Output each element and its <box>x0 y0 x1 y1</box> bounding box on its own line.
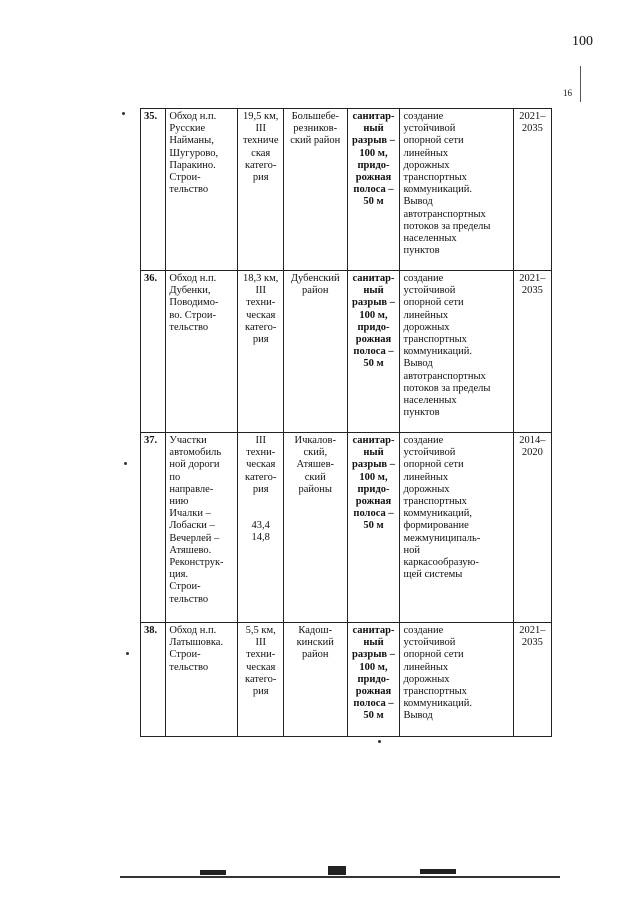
purpose-line: коммуникаций. <box>403 346 472 358</box>
district-line: кинский <box>296 637 334 649</box>
district-line: Большебе- <box>291 111 339 122</box>
purpose-line: опорной сети <box>403 135 464 147</box>
scan-artifact <box>328 866 346 875</box>
object-name-line: Вечерлей – <box>169 532 220 544</box>
object-name-line: направле- <box>169 483 214 495</box>
purpose-line: коммуникаций. <box>403 184 472 196</box>
length-category-line: 18,3 км, <box>243 273 279 284</box>
district-line: ский <box>304 471 326 483</box>
implementation-term-line: 2021– <box>519 273 546 284</box>
purpose-line: автотранспортных <box>403 370 486 382</box>
district <box>283 109 347 271</box>
district-line: районы <box>298 483 332 495</box>
spacer <box>241 496 280 520</box>
protection-zone-line: санитар- <box>352 273 395 284</box>
footer-line <box>120 876 560 878</box>
purpose-line: потоков за пределы <box>403 220 491 232</box>
length-category-line: ческая <box>246 459 276 471</box>
purpose-line: населенных <box>403 395 457 407</box>
implementation-term-line: 2021– <box>519 111 546 122</box>
purpose <box>400 433 513 623</box>
purpose-line: создание <box>403 273 444 284</box>
object-name <box>166 623 238 737</box>
purpose-line: формирование <box>403 520 469 532</box>
protection-zone <box>347 623 400 737</box>
purpose-line: устойчивой <box>403 285 456 297</box>
protection-zone-line: ный <box>363 447 384 459</box>
purpose-line: опорной сети <box>403 649 464 661</box>
row-number <box>141 623 166 737</box>
object-name-line: автомобиль <box>169 447 222 459</box>
protection-zone-line: придо- <box>357 673 390 685</box>
length-category-line: рия <box>252 686 269 698</box>
purpose-line: устойчивой <box>403 123 456 135</box>
object-name-line: Обход н.п. <box>169 273 217 284</box>
length-category-line: катего- <box>245 471 277 483</box>
protection-zone-line: 100 м, <box>359 661 388 673</box>
protection-zone-line: 50 м <box>363 358 384 370</box>
purpose-line: ной <box>403 544 420 556</box>
scan-speck <box>126 652 129 655</box>
object-name-line: по <box>169 471 181 483</box>
object-name-line: тельство <box>169 661 209 673</box>
object-name-line: Строи- <box>169 649 201 661</box>
implementation-term <box>513 623 551 737</box>
protection-zone-line: 50 м <box>363 520 384 532</box>
protection-zone-line: разрыв – <box>352 459 395 471</box>
purpose-line: потоков за пределы <box>403 382 491 394</box>
purpose-line: создание <box>403 435 444 446</box>
implementation-term-line: 2035 <box>521 285 543 297</box>
implementation-term-line: 2021– <box>519 625 546 636</box>
protection-zone-line: 50 м <box>363 710 384 722</box>
purpose-line: создание <box>403 111 444 122</box>
object-name-line: Лобаски – <box>169 520 215 532</box>
object-name-line: Латышовка. <box>169 637 224 649</box>
protection-zone-line: придо- <box>357 159 390 171</box>
purpose-line: дорожных <box>403 321 450 333</box>
purpose-line: опорной сети <box>403 297 464 309</box>
purpose-line: пунктов <box>403 407 440 419</box>
district-line: Ичкалов- <box>294 435 337 446</box>
protection-zone-line: ный <box>363 285 384 297</box>
purpose-line: коммуникаций, <box>403 508 472 520</box>
purpose-line: дорожных <box>403 673 450 685</box>
row-number <box>141 271 166 433</box>
object-name-line: Ичалки – <box>169 508 211 520</box>
purpose-line: опорной сети <box>403 459 464 471</box>
protection-zone-line: придо- <box>357 483 390 495</box>
purpose-line: создание <box>403 625 444 636</box>
protection-zone-line: полоса – <box>353 698 394 710</box>
length-category-line: техниче <box>242 135 279 147</box>
implementation-term <box>513 109 551 271</box>
length-category-line: рия <box>252 334 269 346</box>
protection-zone-line: санитар- <box>352 625 395 636</box>
purpose-line: линейных <box>403 661 449 673</box>
purpose-line: автотранспортных <box>403 208 486 220</box>
purpose-line: межмуниципаль- <box>403 532 481 544</box>
purpose-line: транспортных <box>403 172 467 184</box>
purpose-line: Вывод <box>403 710 433 722</box>
protection-zone-line: полоса – <box>353 508 394 520</box>
protection-zone-line: рожная <box>355 686 392 698</box>
length-category-line: III <box>255 637 266 649</box>
table-row <box>141 623 552 737</box>
purpose-line: коммуникаций. <box>403 698 472 710</box>
scan-speck <box>122 112 125 115</box>
purpose-line: каркасообразую- <box>403 557 479 569</box>
row-number <box>141 433 166 623</box>
purpose-line: транспортных <box>403 496 467 508</box>
protection-zone-line: 100 м, <box>359 471 388 483</box>
protection-zone-line: санитар- <box>352 435 395 446</box>
district-line: Атяшев- <box>296 459 335 471</box>
length-category-line: техни- <box>246 297 276 309</box>
district <box>283 271 347 433</box>
protection-zone-line: 100 м, <box>359 147 388 159</box>
length-category-line: 19,5 км, <box>243 111 279 122</box>
purpose-line: Вывод <box>403 196 433 208</box>
margin-mark <box>580 66 581 102</box>
length-category-line: ская <box>251 147 271 159</box>
district <box>283 623 347 737</box>
object-name-line: Найманы, <box>169 135 214 147</box>
protection-zone-line: ный <box>363 637 384 649</box>
purpose-line: дорожных <box>403 159 450 171</box>
district-line: район <box>302 285 329 297</box>
district-line: район <box>302 649 329 661</box>
length-category-line: III <box>255 285 266 297</box>
object-name-line: Русские <box>169 123 206 135</box>
length-category-line: катего- <box>245 159 277 171</box>
length-category-line: 5,5 км, <box>245 625 276 636</box>
length-value: 14,8 <box>251 532 270 544</box>
district-line: ский, <box>303 447 328 459</box>
protection-zone-line: полоса – <box>353 184 394 196</box>
row-number-line: 37. <box>144 435 158 446</box>
district-line: Кадош- <box>298 625 333 636</box>
implementation-term-line: 2020 <box>521 447 543 459</box>
protection-zone <box>347 433 400 623</box>
table-row <box>141 433 552 623</box>
object-name-line: Шугурово, <box>169 147 219 159</box>
protection-zone-line: придо- <box>357 321 390 333</box>
protection-zone <box>347 271 400 433</box>
purpose-line: пунктов <box>403 245 440 257</box>
object-name-line: Обход н.п. <box>169 111 217 122</box>
object-name-line: Паракино. <box>169 159 216 171</box>
purpose-line: линейных <box>403 147 449 159</box>
object-name-line: Участки <box>169 435 207 446</box>
scan-speck <box>378 740 381 743</box>
implementation-term <box>513 433 551 623</box>
purpose-line: Вывод <box>403 358 433 370</box>
protection-zone-line: рожная <box>355 496 392 508</box>
protection-zone-line: разрыв – <box>352 297 395 309</box>
purpose-line: устойчивой <box>403 637 456 649</box>
purpose-line: населенных <box>403 233 457 245</box>
district-line: резников- <box>293 123 338 135</box>
scan-speck <box>124 462 127 465</box>
length-category-line: катего- <box>245 321 277 333</box>
object-name-line: нию <box>169 496 189 508</box>
object-name-line: Обход н.п. <box>169 625 217 636</box>
implementation-term-line: 2035 <box>521 123 543 135</box>
purpose-line: щей системы <box>403 569 463 581</box>
protection-zone-line: разрыв – <box>352 135 395 147</box>
protection-zone-line: рожная <box>355 334 392 346</box>
scan-artifact <box>420 869 456 874</box>
district-line: Дубенский <box>290 273 340 284</box>
purpose-line: дорожных <box>403 483 450 495</box>
length-category <box>238 271 284 433</box>
row-number <box>141 109 166 271</box>
sheet-number: 16 <box>563 88 572 98</box>
length-category-line: техни- <box>246 649 276 661</box>
length-category <box>238 433 284 623</box>
object-name-line: во. Строи- <box>169 309 217 321</box>
object-name-line: ция. <box>169 569 189 581</box>
district <box>283 433 347 623</box>
object-name-line: Дубенки, <box>169 285 211 297</box>
length-category-line: ческая <box>246 309 276 321</box>
implementation-term <box>513 271 551 433</box>
protection-zone-line: полоса – <box>353 346 394 358</box>
length-category-line: катего- <box>245 673 277 685</box>
object-name-line: ной дороги <box>169 459 220 471</box>
object-name-line: тельство <box>169 321 209 333</box>
length-category-line: III <box>255 435 266 446</box>
protection-zone-line: санитар- <box>352 111 395 122</box>
table-row <box>141 271 552 433</box>
length-category <box>238 623 284 737</box>
protection-zone-line: разрыв – <box>352 649 395 661</box>
purpose-line: линейных <box>403 471 449 483</box>
scan-artifact <box>200 870 226 875</box>
object-name-line: тельство <box>169 184 209 196</box>
table-row <box>141 109 552 271</box>
length-category-line: ческая <box>246 661 276 673</box>
district-line: ский район <box>290 135 341 147</box>
purpose <box>400 623 513 737</box>
length-category-line: техни- <box>246 447 276 459</box>
table-body <box>141 109 552 737</box>
purpose-line: линейных <box>403 309 449 321</box>
object-name-line: Атяшево. <box>169 544 212 556</box>
protection-zone <box>347 109 400 271</box>
row-number-line: 36. <box>144 273 158 284</box>
purpose <box>400 109 513 271</box>
object-name <box>166 271 238 433</box>
object-name-line: тельство <box>169 593 209 605</box>
length-value: 43,4 <box>251 520 270 532</box>
object-name-line: Строи- <box>169 172 201 184</box>
protection-zone-line: 50 м <box>363 196 384 208</box>
purpose-line: транспортных <box>403 334 467 346</box>
implementation-term-line: 2014– <box>519 435 546 446</box>
road-projects-table <box>140 108 552 737</box>
protection-zone-line: 100 м, <box>359 309 388 321</box>
object-name <box>166 433 238 623</box>
object-name-line: Строи- <box>169 581 201 593</box>
implementation-term-line: 2035 <box>521 637 543 649</box>
protection-zone-line: рожная <box>355 172 392 184</box>
length-category-line: рия <box>252 483 269 495</box>
purpose-line: транспортных <box>403 686 467 698</box>
protection-zone-line: ный <box>363 123 384 135</box>
length-category-line: III <box>255 123 266 135</box>
object-name <box>166 109 238 271</box>
row-number-line: 35. <box>144 111 158 122</box>
page-number: 100 <box>572 34 593 49</box>
length-category <box>238 109 284 271</box>
row-number-line: 38. <box>144 625 158 636</box>
purpose <box>400 271 513 433</box>
object-name-line: Реконструк- <box>169 557 224 569</box>
length-category-line: рия <box>252 172 269 184</box>
purpose-line: устойчивой <box>403 447 456 459</box>
object-name-line: Поводимо- <box>169 297 219 309</box>
